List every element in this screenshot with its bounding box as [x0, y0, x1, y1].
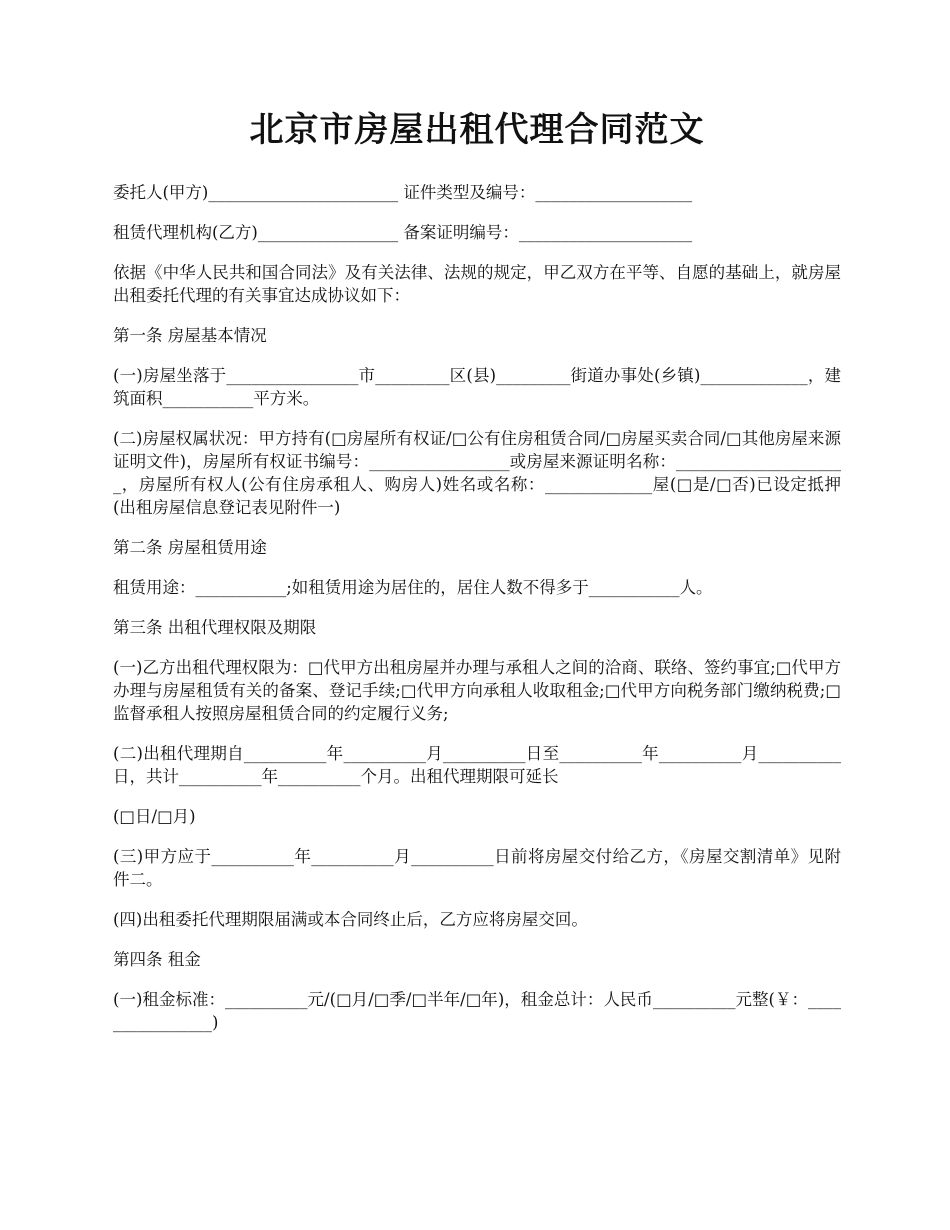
article-3-clause-1: (一)乙方出租代理权限为：□代甲方出租房屋并办理与承租人之间的洽商、联络、签约事宜;□代甲方办理与房屋租赁有关的备案、登记手续;□代甲方向承租人收取租金;□代甲方向税务部门缴纳税费;□监督承租人按照房屋租赁合同的约定履行义务;: [113, 657, 841, 723]
article-2-clause: 租赁用途：___________;如租赁用途为居住的，居住人数不得多于___________人。: [113, 577, 713, 597]
article-4-clause-1: (一)租金标准：__________元/(□月/□季/□半年/□年)，租金总计：人民币__________元整(￥：________________): [113, 989, 841, 1032]
article-2-heading: 第二条 房屋租赁用途: [113, 537, 267, 557]
article-1-clause-2: (二)房屋权属状况：甲方持有(□房屋所有权证/□公有住房租赁合同/□房屋买卖合同/□其他房屋来源证明文件)，房屋所有权证书编号：_________________或房屋来源证明名称：_____________________，房屋所有权人(公有住房承租人、购房人)姓名或名称：_____________屋(□是/□否)已设定抵押(出租房屋信息登记表见附件一): [113, 428, 841, 517]
article-3-heading: 第三条 出租代理权限及期限: [113, 617, 317, 637]
article-1-heading: 第一条 房屋基本情况: [113, 325, 267, 345]
article-3-extension-unit: (□日/□月): [113, 806, 196, 826]
party-a-line: 委托人(甲方)_______________________ 证件类型及编号：___________________: [113, 182, 693, 202]
article-3-clause-3: (三)甲方应于__________年__________月__________日前将房屋交付给乙方，《房屋交割清单》见附件二。: [113, 846, 841, 889]
document-page: [113, 110, 841, 1051]
article-4-heading: 第四条 租金: [113, 949, 201, 969]
preamble-paragraph: 依据《中华人民共和国合同法》及有关法律、法规的规定，甲乙双方在平等、自愿的基础上，就房屋出租委托代理的有关事宜达成协议如下：: [113, 262, 841, 305]
document-title: 北京市房屋出租代理合同范文: [249, 110, 705, 150]
party-b-line: 租赁代理机构(乙方)_________________ 备案证明编号：_____________________: [113, 222, 693, 242]
article-1-clause-1: (一)房屋坐落于________________市_________区(县)_________街道办事处(乡镇)_____________，建筑面积___________平方米。: [113, 365, 841, 408]
article-3-clause-2: (二)出租代理期自__________年__________月__________日至__________年__________月__________日，共计__________年__________个月。出租代理期限可延长: [113, 743, 841, 786]
article-3-clause-4: (四)出租委托代理期限届满或本合同终止后，乙方应将房屋交回。: [113, 909, 588, 929]
